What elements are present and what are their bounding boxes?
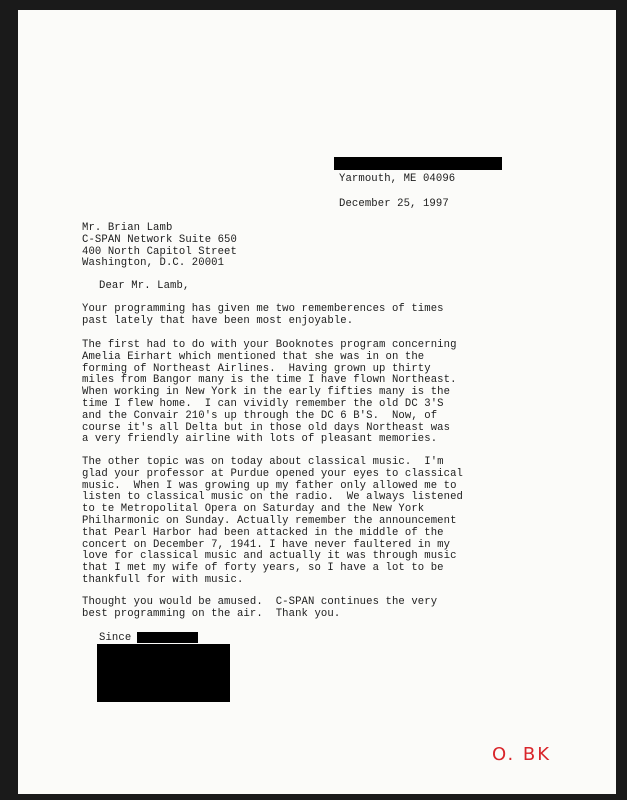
text-line: time I flew home. I can vividly remember the old DC 3'S: [82, 397, 444, 410]
paragraph-2: [82, 340, 457, 446]
handwritten-note: O. BK: [492, 744, 552, 765]
text-line: music. When I was growing up my father only allowed me to: [82, 479, 457, 492]
text-line: past lately that have been most enjoyable.: [82, 314, 354, 327]
text-line: thankfull for with music.: [82, 573, 244, 586]
text-line: concert on December 7, 1941. I have never faultered in my: [82, 538, 451, 551]
text-line: forming of Northeast Airlines. Having grown up thirty: [82, 362, 431, 375]
text-line: and the Convair 210's up through the DC 6 B'S. Now, of: [82, 409, 438, 422]
recipient-line: C-SPAN Network Suite 650: [82, 233, 237, 246]
text-line: The first had to do with your Booknotes program concerning: [82, 339, 457, 351]
salutation: Dear Mr. Lamb,: [99, 280, 190, 292]
redacted-closing: [137, 632, 198, 643]
text-line: best programming on the air. Thank you.: [82, 607, 341, 620]
text-line: a very friendly airline with lots of pleasant memories.: [82, 433, 438, 446]
text-line: Thought you would be amused. C-SPAN continues the very: [82, 596, 438, 608]
text-line: When working in New York in the early fifties many is the: [82, 386, 451, 399]
letter-date: December 25, 1997: [339, 198, 449, 210]
recipient-line: 400 North Capitol Street: [82, 245, 237, 258]
text-line: that I met my wife of forty years, so I have a lot to be: [82, 562, 444, 575]
text-line: course it's all Delta but in those old days Northeast was: [82, 421, 451, 434]
sender-city-state: Yarmouth, ME 04096: [339, 173, 456, 185]
paragraph-3: [82, 457, 463, 587]
paragraph-4: [82, 597, 437, 621]
text-line: The other topic was on today about classical music. I'm: [82, 456, 444, 468]
text-line: miles from Bangor many is the time I have flown Northeast.: [82, 374, 457, 387]
recipient-line: Washington, D.C. 20001: [82, 257, 225, 270]
text-line: to te Metropolital Opera on Saturday and the New York: [82, 503, 425, 516]
text-line: Philharmonic on Sunday. Actually remember the announcement: [82, 514, 457, 527]
text-line: that Pearl Harbor had been attacked in the middle of the: [82, 526, 444, 539]
text-line: love for classical music and actually it was through music: [82, 550, 457, 563]
recipient-line: Mr. Brian Lamb: [82, 222, 173, 234]
text-line: Amelia Eirhart which mentioned that she was in on the: [82, 350, 425, 363]
text-line: listen to classical music on the radio. We always listened: [82, 491, 463, 504]
text-line: Your programming has given me two rememberences of times: [82, 303, 444, 315]
closing: Since: [99, 632, 132, 644]
redacted-street-address: [334, 157, 502, 170]
recipient-address-block: [82, 223, 237, 270]
paragraph-1: [82, 304, 444, 328]
redacted-signature: [97, 644, 230, 702]
text-line: glad your professor at Purdue opened your eyes to classical: [82, 467, 463, 480]
